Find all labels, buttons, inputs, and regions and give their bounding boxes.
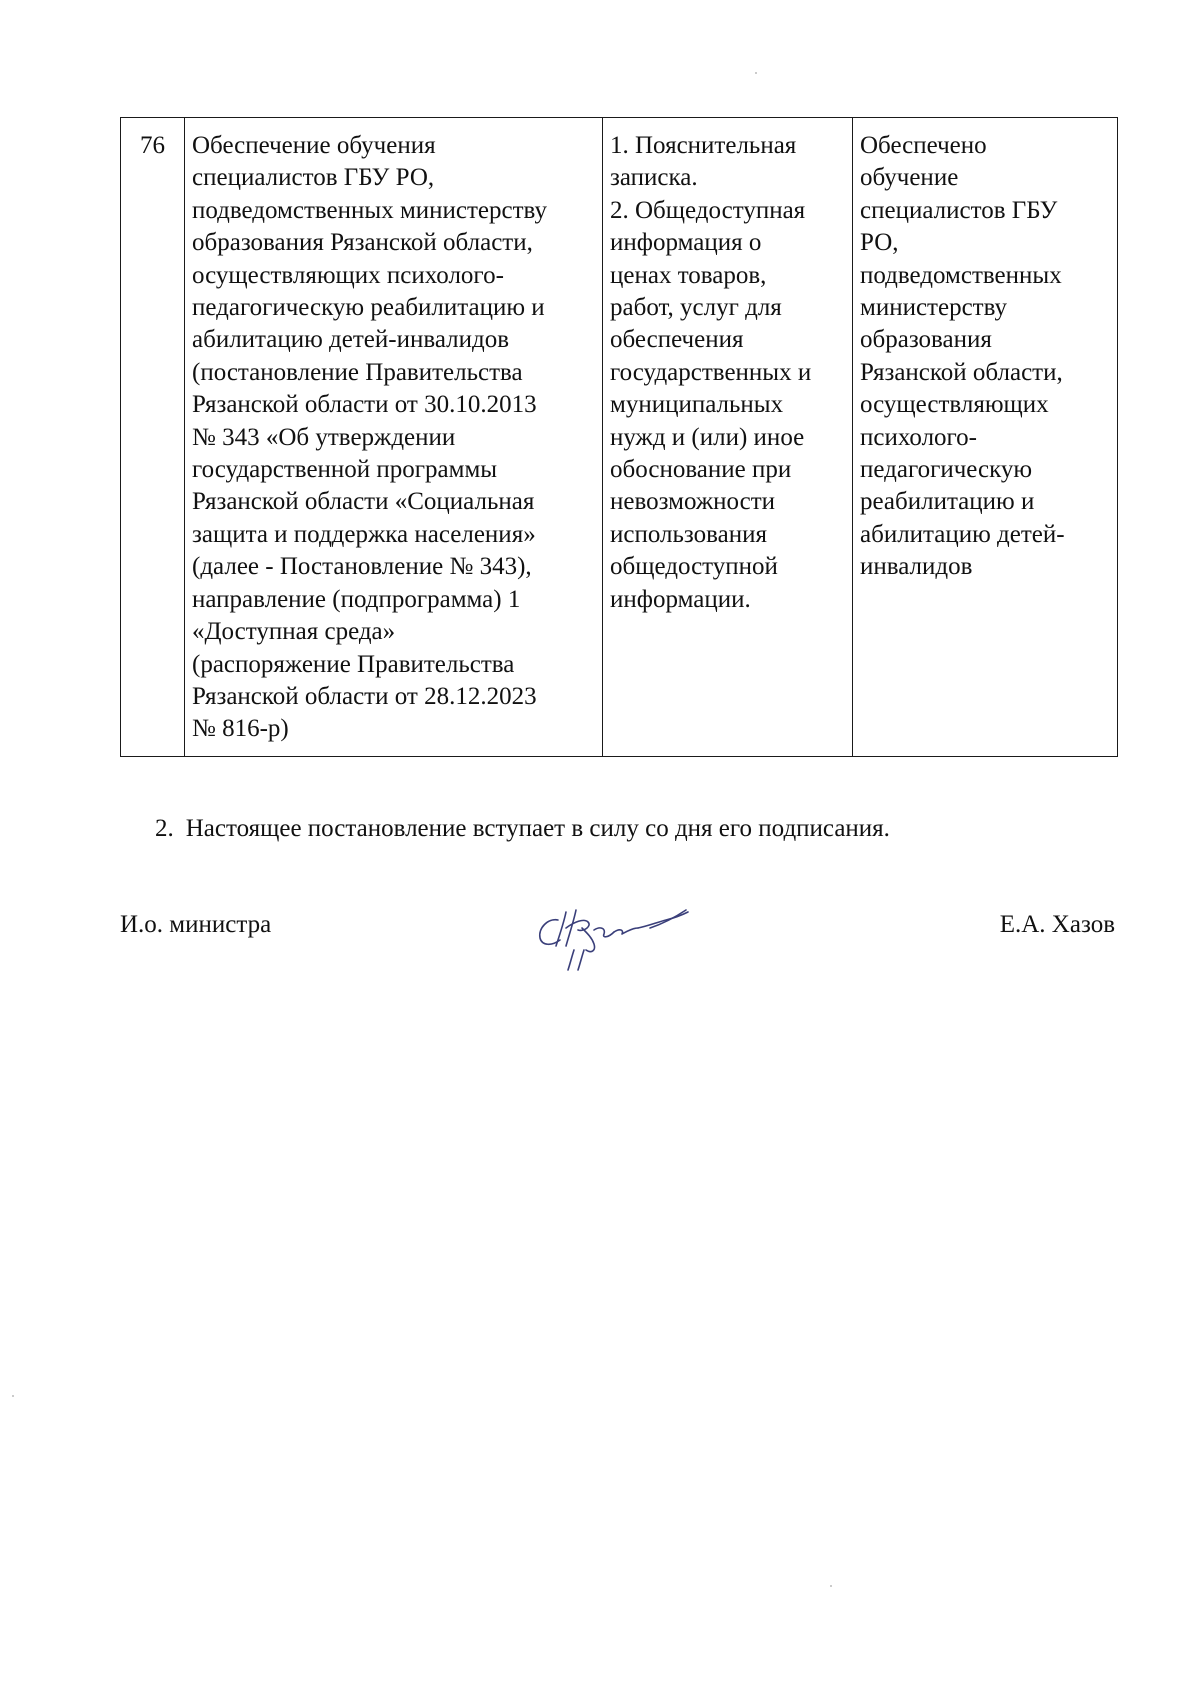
- result-line: психолого-: [860, 423, 978, 451]
- measure-line: (далее - Постановление № 343),: [192, 553, 532, 581]
- measures-table: [120, 117, 1118, 757]
- measure-line: № 816-р): [192, 715, 289, 743]
- measure-line: образования Рязанской области,: [192, 229, 533, 257]
- documents-line: работ, услуг для: [610, 294, 782, 322]
- documents-line: использования: [610, 520, 767, 548]
- result-line: педагогическую: [860, 456, 1033, 484]
- measure-line: Рязанской области от 30.10.2013: [192, 391, 537, 419]
- result-line: подведомственных: [860, 261, 1062, 289]
- result-cell: [853, 118, 1118, 757]
- row-number: 76: [140, 132, 165, 159]
- documents-line: информация о: [610, 229, 762, 257]
- measure-line: «Доступная среда»: [192, 618, 396, 646]
- paragraph-number: 2.: [155, 815, 174, 842]
- documents-line: муниципальных: [610, 391, 784, 419]
- documents-line: обоснование при: [610, 456, 792, 484]
- measure-line: специалистов ГБУ РО,: [192, 164, 435, 192]
- documents-line: общедоступной: [610, 553, 778, 581]
- documents-cell: [603, 118, 853, 757]
- result-line: РО,: [860, 229, 899, 257]
- documents-line: государственных и: [610, 358, 812, 386]
- measure-line: Рязанской области от 28.12.2023: [192, 682, 537, 710]
- measure-line: абилитацию детей-инвалидов: [192, 326, 510, 354]
- measure-line: педагогическую реабилитацию и: [192, 294, 545, 322]
- measure-line: (распоряжение Правительства: [192, 650, 515, 678]
- documents-line: ценах товаров,: [610, 261, 767, 289]
- documents-line: невозможности: [610, 488, 776, 516]
- measure-line: защита и поддержка населения»: [192, 520, 536, 548]
- result-line: Рязанской области,: [860, 358, 1063, 386]
- documents-line: обеспечения: [610, 326, 744, 354]
- measure-line: направление (подпрограмма) 1: [192, 585, 521, 613]
- measure-line: государственной программы: [192, 456, 498, 484]
- documents-line: информации.: [610, 585, 751, 613]
- measure-line: Рязанской области «Социальная: [192, 488, 535, 516]
- measure-line: осуществляющих психолого-: [192, 261, 504, 289]
- documents-line: нужд и (или) иное: [610, 423, 805, 451]
- documents-line: записка.: [610, 164, 698, 192]
- result-line: абилитацию детей-: [860, 520, 1065, 548]
- handwritten-signature: [530, 898, 710, 976]
- scan-speck: [830, 1585, 832, 1587]
- documents-line: 2. Общедоступная: [610, 196, 806, 224]
- scan-speck: [755, 72, 757, 74]
- measure-line: подведомственных министерству: [192, 196, 547, 224]
- effective-date-paragraph: [155, 813, 890, 845]
- result-line: осуществляющих: [860, 391, 1049, 419]
- row-number-cell: [121, 118, 185, 757]
- result-line: образования: [860, 326, 992, 354]
- documents-line: 1. Пояснительная: [610, 132, 797, 159]
- measure-line: Обеспечение обучения: [192, 132, 436, 159]
- paragraph-text: Настоящее постановление вступает в силу со дня его подписания.: [185, 815, 890, 842]
- result-line: обучение: [860, 164, 959, 192]
- result-line: инвалидов: [860, 553, 973, 581]
- result-line: министерству: [860, 294, 1008, 322]
- result-line: специалистов ГБУ: [860, 196, 1058, 224]
- measure-line: (постановление Правительства: [192, 358, 523, 386]
- scan-speck: [12, 1395, 14, 1397]
- signatory-role: И.о. министра: [120, 911, 272, 938]
- measure-line: № 343 «Об утверждении: [192, 423, 456, 451]
- result-line: Обеспечено: [860, 132, 987, 159]
- table-row: [121, 118, 1118, 757]
- measure-description-cell: [185, 118, 603, 757]
- signatory-name: Е.А. Хазов: [999, 911, 1115, 938]
- result-line: реабилитацию и: [860, 488, 1035, 516]
